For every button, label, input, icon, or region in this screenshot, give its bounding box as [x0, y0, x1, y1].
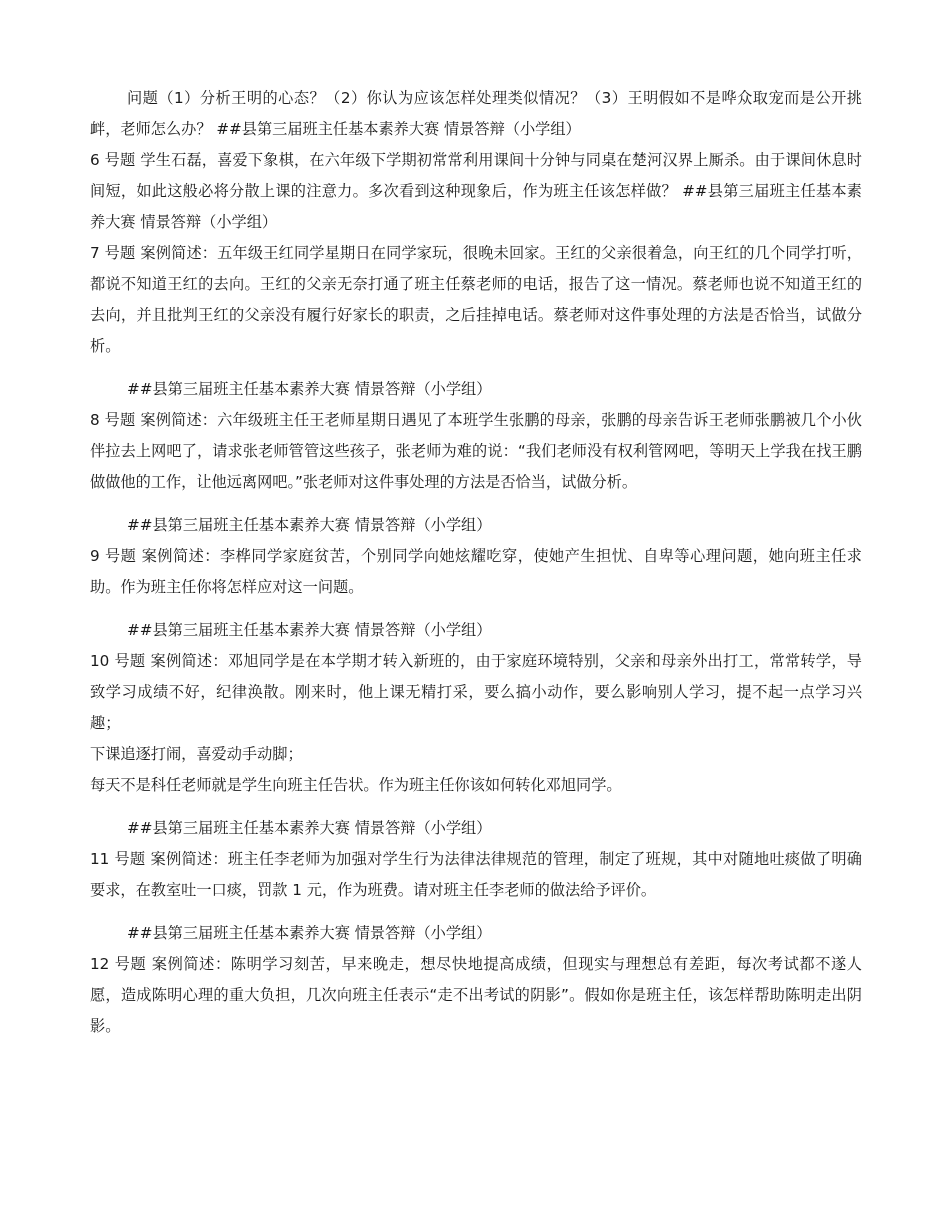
question-8: 8 号题 案例简述：六年级班主任王老师星期日遇见了本班学生张鹏的母亲，张鹏的母亲告诉王老师张鹏被几个小伙伴拉去上网吧了，请求张老师管管这些孩子，张老师为难的说：“我们老师没有权利管网吧，等明天上学我在找王鹏做做他的工作，让他远离网吧。”张老师对这件事处理的方法是否恰当，试做分析。: [90, 411, 862, 491]
question-9: 9 号题 案例简述：李桦同学家庭贫苦，个别同学向她炫耀吃穿，使她产生担忧、自卑等心理问题，她向班主任求助。作为班主任你将怎样应对这一问题。: [90, 547, 862, 596]
section-header: ##县第三届班主任基本素养大赛 情景答辩（小学组）: [127, 380, 492, 398]
question-10-line-2: 下课追逐打闹，喜爱动手动脚；: [90, 745, 303, 763]
question-6: 6 号题 学生石磊，喜爱下象棋，在六年级下学期初常常利用课间十分钟与同桌在楚河汉界上厮杀。由于课间休息时间短，如此这般必将分散上课的注意力。多次看到这种现象后，作为班主任该怎样做？ ##县第三届班主任基本素养大赛 情景答辩（小学组）: [90, 151, 862, 231]
section-header: ##县第三届班主任基本素养大赛 情景答辩（小学组）: [127, 819, 492, 837]
question-7: 7 号题 案例简述：五年级王红同学星期日在同学家玩，很晚未回家。王红的父亲很着急，向王红的几个同学打听，都说不知道王红的去向。王红的父亲无奈打通了班主任蔡老师的电话，报告了这一情况。蔡老师也说不知道王红的去向，并且批判王红的父亲没有履行好家长的职责，之后挂掉电话。蔡老师对这件事处理的方法是否恰当，试做分析。: [90, 244, 862, 355]
question-10: 10 号题 案例简述：邓旭同学是在本学期才转入新班的，由于家庭环境特别，父亲和母亲外出打工，常常转学，导致学习成绩不好，纪律涣散。刚来时，他上课无精打采，要么搞小动作，要么影响别人学习，提不起一点学习兴趣；: [90, 652, 862, 732]
intro-paragraph: 问题（1）分析王明的心态？（2）你认为应该怎样处理类似情况？（3）王明假如不是哗众取宠而是公开挑衅，老师怎么办？ ##县第三届班主任基本素养大赛 情景答辩（小学组）: [90, 89, 862, 138]
section-header: ##县第三届班主任基本素养大赛 情景答辩（小学组）: [127, 924, 492, 942]
question-10-line-3: 每天不是科任老师就是学生向班主任告状。作为班主任你该如何转化邓旭同学。: [90, 776, 622, 794]
section-header: ##县第三届班主任基本素养大赛 情景答辩（小学组）: [127, 621, 492, 639]
question-12: 12 号题 案例简述：陈明学习刻苦，早来晚走，想尽快地提高成绩，但现实与理想总有差距，每次考试都不遂人愿，造成陈明心理的重大负担，几次向班主任表示“走不出考试的阴影”。假如你是班主任，该怎样帮助陈明走出阴影。: [90, 955, 862, 1035]
question-11: 11 号题 案例简述：班主任李老师为加强对学生行为法律法律规范的管理，制定了班规，其中对随地吐痰做了明确要求，在教室吐一口痰，罚款 1 元，作为班费。请对班主任李老师的做法给予评价。: [90, 850, 862, 899]
section-header: ##县第三届班主任基本素养大赛 情景答辩（小学组）: [127, 516, 492, 534]
document-page: [90, 83, 862, 1042]
